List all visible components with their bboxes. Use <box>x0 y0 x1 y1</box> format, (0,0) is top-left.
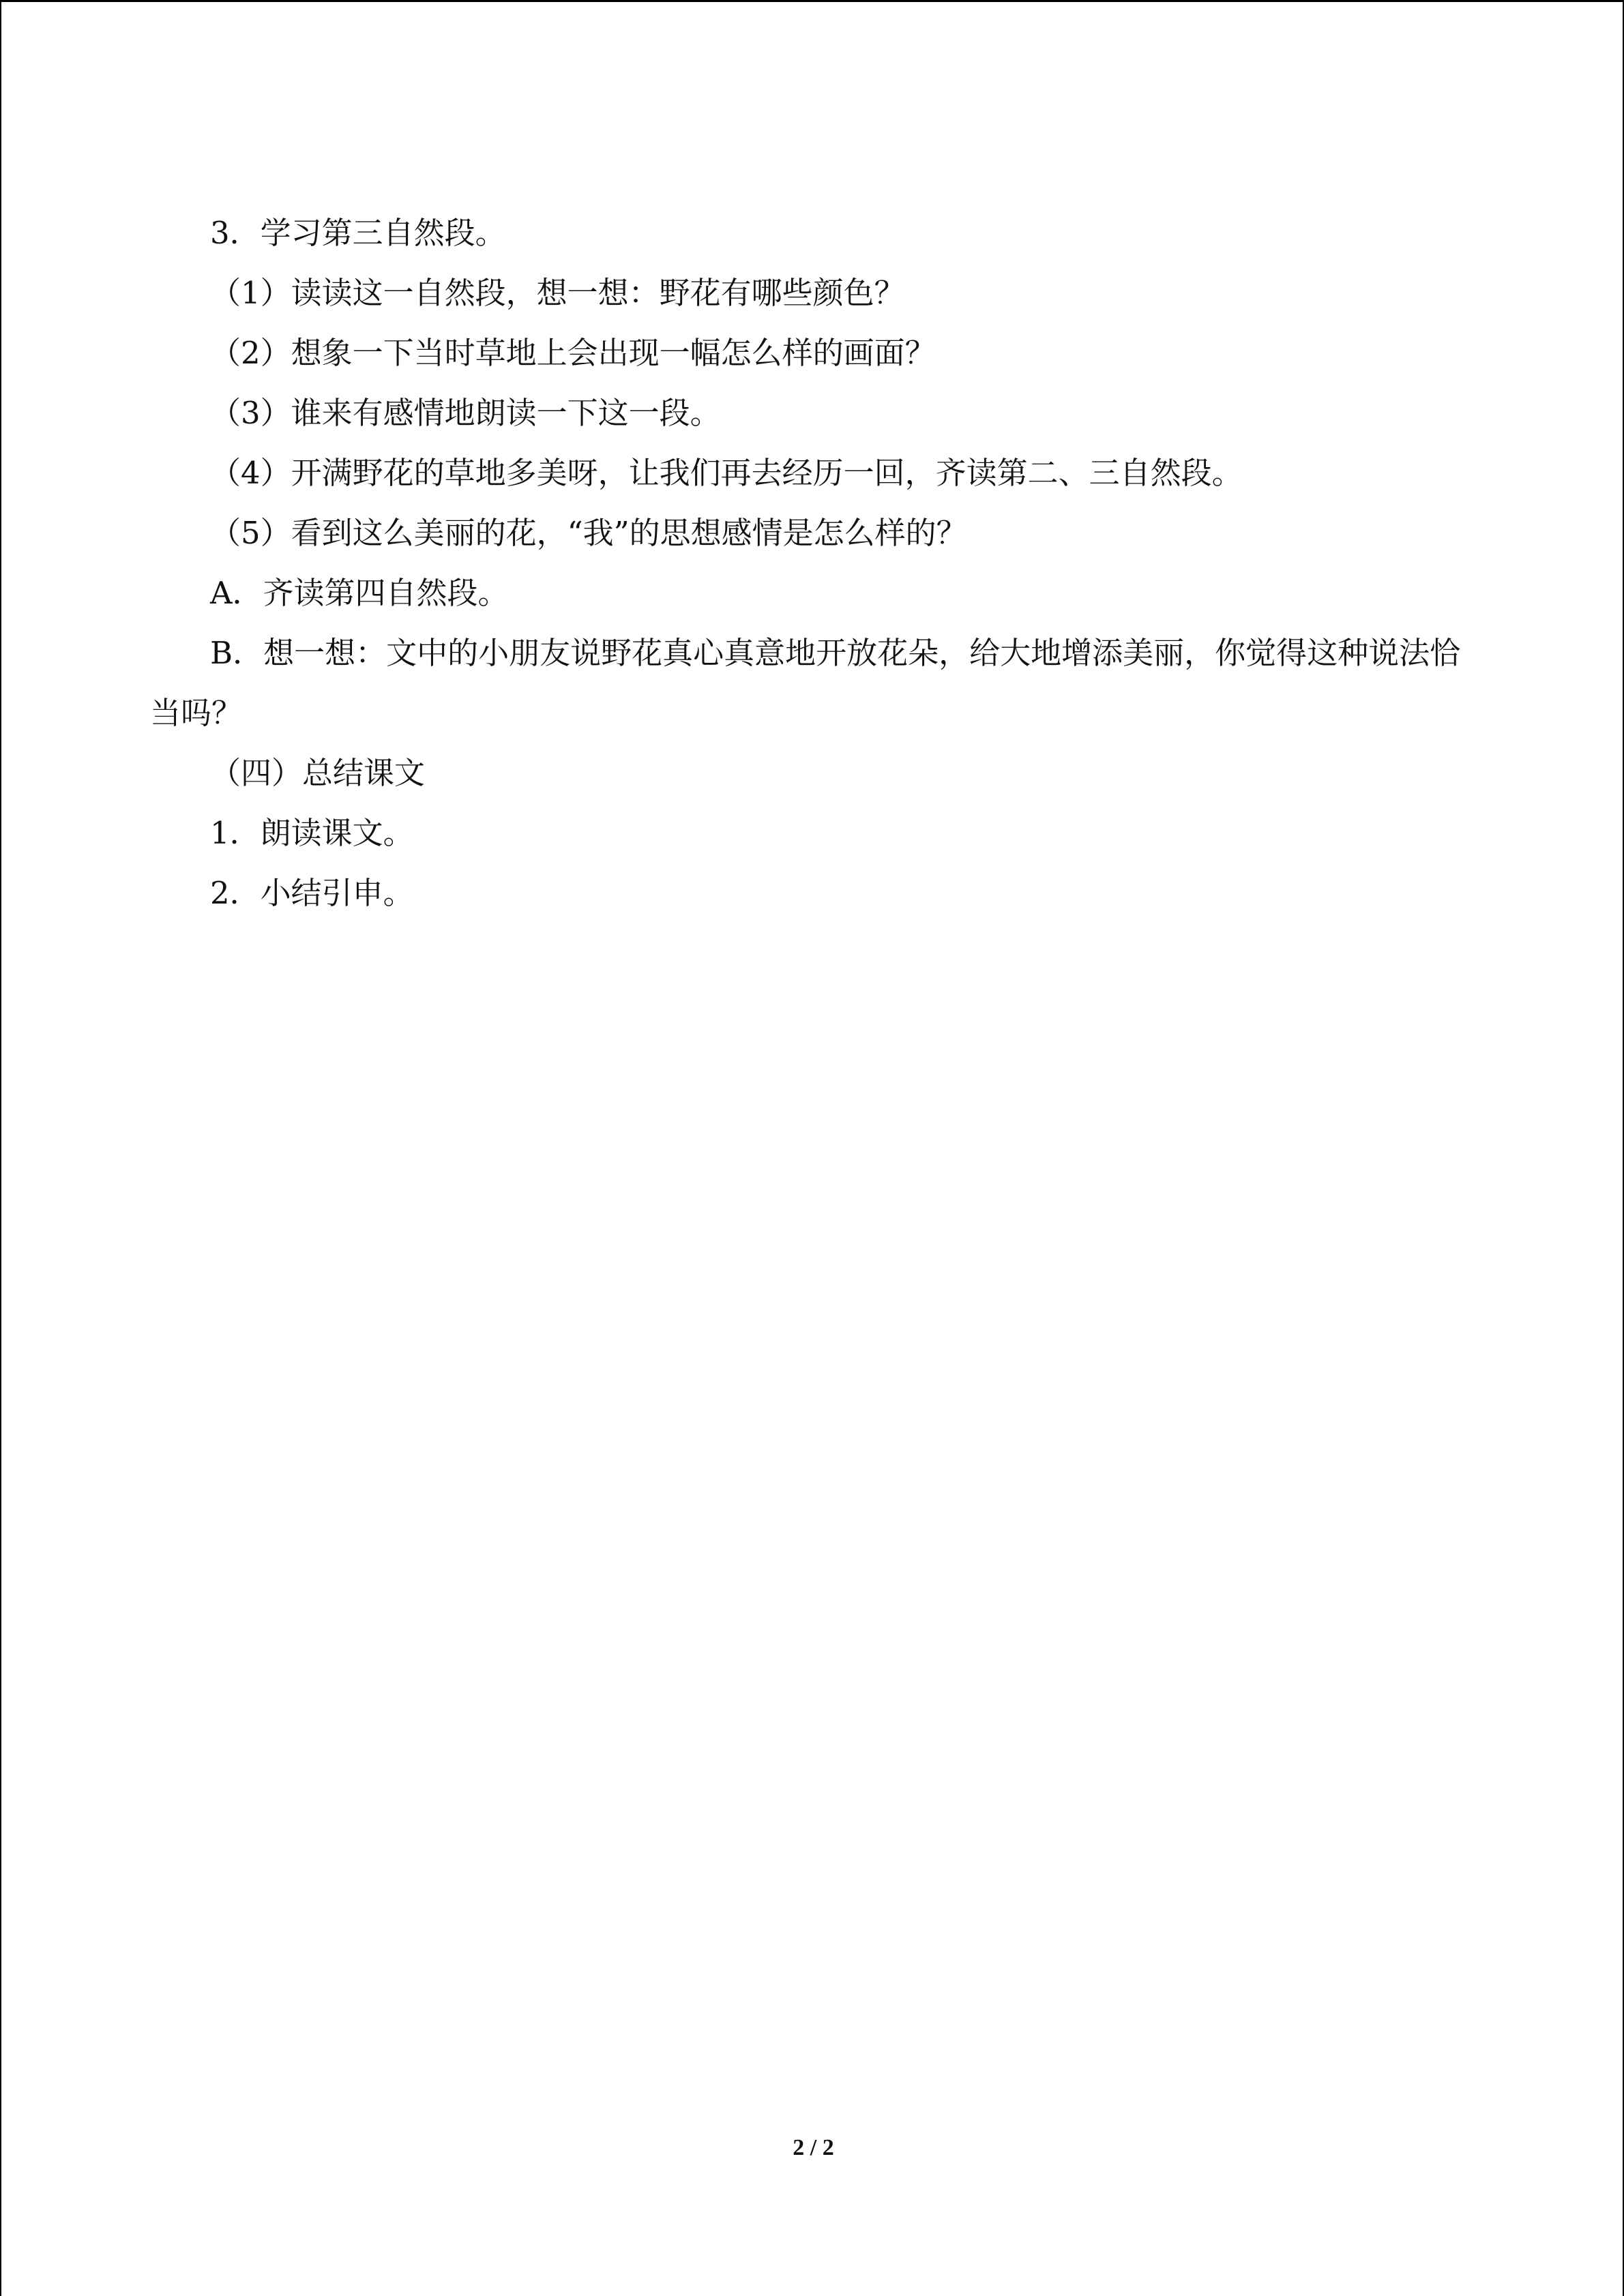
paragraph-section-3-heading: 3．学习第三自然段。 <box>210 215 506 251</box>
paragraph-item-3: （3）谁来有感情地朗读一下这一段。 <box>210 395 721 431</box>
paragraph-item-b: B．想一想：文中的小朋友说野花真心真意地开放花朵，给大地增添美丽，你觉得这种说法恰当吗？ <box>150 635 1461 731</box>
paragraph-step-2: 2．小结引申。 <box>210 875 414 911</box>
paragraph-item-5: （5）看到这么美丽的花，“我”的思想感情是怎么样的？ <box>210 515 967 551</box>
paragraph-item-a: A．齐读第四自然段。 <box>210 575 509 611</box>
paragraph-item-2: （2）想象一下当时草地上会出现一幅怎么样的画面？ <box>210 335 936 371</box>
paragraph-item-1: （1）读读这一自然段，想一想：野花有哪些颜色？ <box>210 275 905 311</box>
paragraph-step-1: 1．朗读课文。 <box>210 815 414 851</box>
paragraph-item-4: （4）开满野花的草地多美呀，让我们再去经历一回，齐读第二、三自然段。 <box>210 455 1243 491</box>
document-body <box>150 203 1473 923</box>
paragraph-section-4-heading: （四）总结课文 <box>210 755 426 791</box>
page-number: 2 / 2 <box>793 2135 834 2160</box>
